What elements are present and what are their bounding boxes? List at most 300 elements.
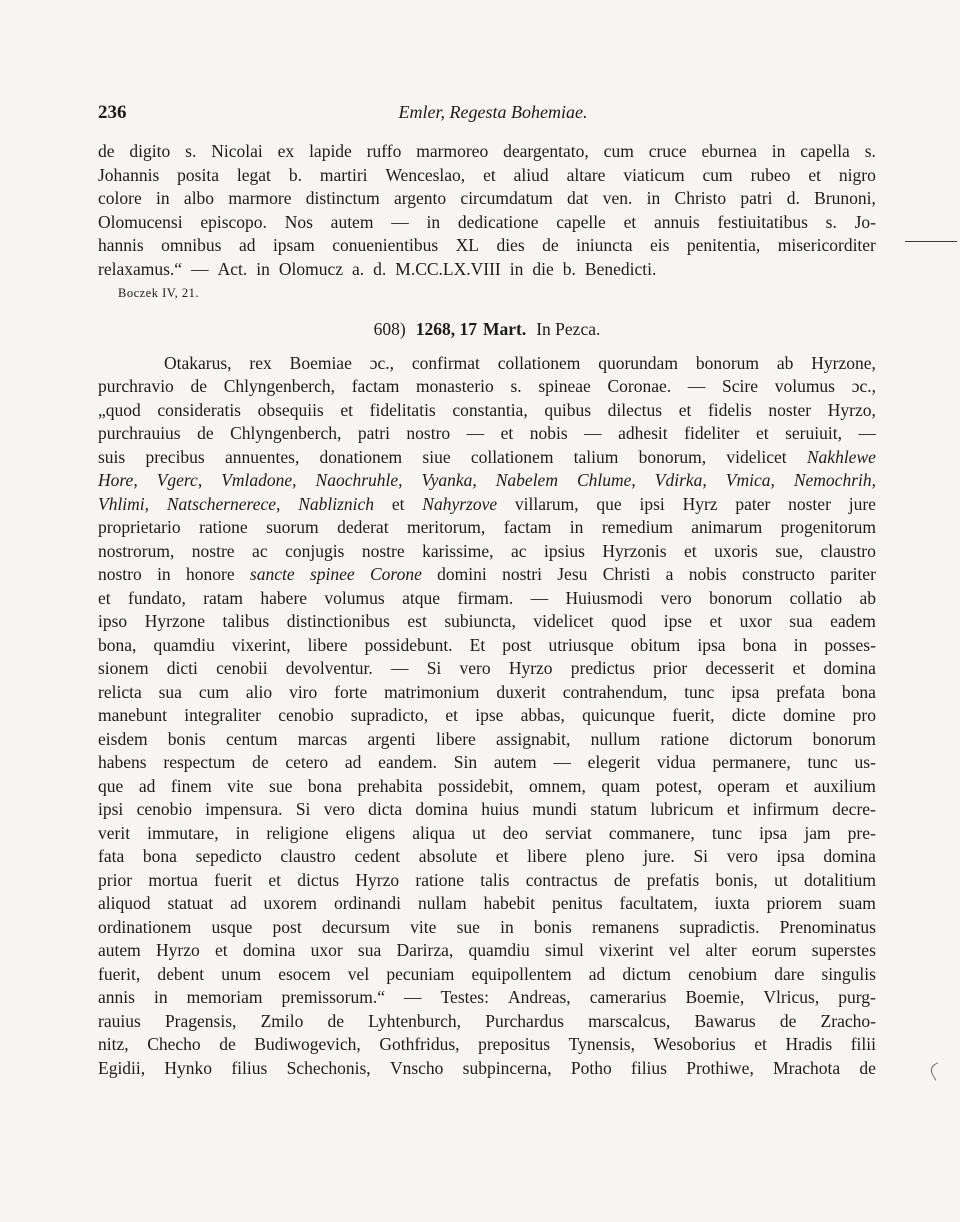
word: centum [225, 728, 278, 749]
word: martiri [319, 164, 368, 185]
word: Vnscho [389, 1057, 444, 1078]
word: distinctum [305, 188, 380, 208]
word: mundi [532, 799, 578, 819]
word: dicta [368, 799, 403, 819]
word: operam [717, 775, 770, 796]
word: purchrauius [98, 423, 181, 443]
word: assignabit, [496, 728, 571, 749]
word: vel [347, 963, 370, 984]
word: bonis [167, 728, 206, 749]
word: ordinationem [98, 916, 192, 937]
word: filii [850, 1034, 876, 1054]
word: tunc [807, 752, 838, 772]
word: que [98, 775, 124, 796]
word: bonorum, [638, 446, 707, 467]
word: precibus [145, 446, 205, 467]
text-line [98, 939, 876, 963]
word: cenobio [136, 799, 192, 819]
word: progenitorum [780, 517, 876, 537]
word: s. [825, 211, 837, 232]
word: Vyanka, [421, 470, 477, 490]
word: subiuncta, [444, 611, 516, 631]
word: Olomucz [278, 258, 343, 279]
document-date: 1268, 17 [415, 319, 477, 339]
word: Christo [674, 188, 727, 208]
word: et [709, 611, 723, 631]
word: consideratis [157, 399, 241, 420]
word: autem [493, 752, 537, 772]
word: facultatem, [619, 893, 698, 913]
word: viaticum [623, 164, 685, 185]
word: singulis [821, 963, 876, 984]
word: ut [472, 822, 486, 843]
word: jure. [643, 846, 675, 866]
word: Nakhlewe [806, 446, 876, 467]
text-line [98, 634, 876, 658]
word: Vhlimi, [98, 493, 150, 514]
word: in [256, 258, 270, 279]
word: Zmilo [260, 1010, 304, 1031]
word: Darirza, [396, 940, 454, 960]
word: Et [469, 634, 486, 655]
word: Sin [453, 752, 478, 772]
word: conuenientibus [332, 235, 439, 255]
word: — [858, 423, 876, 443]
word: autem [330, 211, 374, 232]
word: die [532, 258, 554, 279]
word: sepedicto [195, 846, 262, 866]
word: cenobium [688, 963, 758, 984]
word: ipse [663, 611, 692, 631]
word: respectum [163, 752, 236, 772]
word: misericorditer [777, 235, 876, 255]
word: aliud [513, 164, 549, 185]
word: ven. [602, 188, 633, 208]
word: Nicolai [211, 141, 263, 161]
word: ab [859, 587, 876, 608]
word: Hynko [164, 1057, 213, 1078]
word: — [191, 258, 209, 279]
word: collationem [470, 446, 554, 467]
word: Hyrzo [156, 940, 200, 960]
page-header [98, 102, 888, 132]
word: et [268, 869, 281, 890]
word: et [792, 658, 806, 678]
word: videlicet [533, 611, 594, 631]
word: nullam [417, 893, 467, 913]
word: ac [252, 540, 268, 561]
word: episcopo. [200, 211, 267, 232]
word: sue [269, 775, 293, 796]
text-line [98, 187, 876, 211]
word: marmore [228, 188, 292, 208]
word: sua [789, 611, 813, 631]
word: prefatis [646, 869, 700, 890]
word: remanens [592, 916, 660, 937]
word: supradicto, [350, 705, 429, 725]
word: ab [776, 352, 794, 373]
word: firmam. [457, 587, 514, 608]
word: quorundam [598, 352, 678, 373]
word: us- [854, 752, 876, 772]
word: Vgerc, [156, 470, 203, 490]
word: proprietario [98, 517, 181, 537]
word: pariter [830, 564, 876, 584]
word: nigro [838, 164, 876, 185]
word: ipsa [776, 846, 805, 866]
word: de [219, 1034, 236, 1054]
word: dare [774, 963, 805, 984]
word: marcas [297, 728, 348, 749]
word: potest, [655, 775, 702, 796]
word: et [785, 775, 799, 796]
word: ut [774, 869, 788, 890]
word: bonorum [709, 587, 773, 608]
word: Naochruhle, [315, 470, 403, 490]
word: camerarius [589, 987, 667, 1007]
word: duxerit [496, 681, 546, 702]
word: tunc [711, 822, 743, 843]
word: M.CC.LX.VIII [395, 258, 501, 279]
word: eorum [751, 940, 797, 960]
word: Prothiwe, [686, 1057, 754, 1078]
text-line [98, 140, 876, 164]
word: nostro [406, 423, 451, 443]
word: cedent [354, 846, 401, 866]
word: Potho [570, 1057, 612, 1078]
word: factam [351, 376, 400, 396]
word: ipsa [759, 822, 788, 843]
document-heading [98, 318, 876, 342]
word: est [407, 611, 427, 631]
word: — [466, 423, 485, 443]
word: annuis [654, 211, 700, 232]
text-line [98, 728, 876, 752]
word: distinctionibus [286, 611, 390, 631]
word: statum [590, 799, 638, 819]
word: ipsa [731, 681, 760, 702]
word: seruiuit, [785, 423, 842, 443]
word: integraliter [184, 705, 262, 725]
word: ad [344, 752, 362, 772]
word: immutare, [147, 822, 219, 843]
word: Vlricus, [763, 987, 820, 1007]
word: ratione [660, 728, 710, 749]
word: libere [435, 728, 476, 749]
word: pleno [585, 846, 625, 866]
word: prehabita [357, 775, 423, 796]
word: claustro [820, 540, 876, 561]
text-line [98, 399, 876, 423]
word: remedium [601, 517, 673, 537]
word: in [793, 634, 808, 655]
word: Budiwogevich, [254, 1034, 361, 1054]
word: de [197, 423, 214, 443]
word: et [391, 493, 405, 514]
word: lubricum [650, 799, 714, 819]
word: et [623, 211, 637, 232]
word: et [214, 940, 228, 960]
word: de [98, 141, 115, 161]
word: deargentato, [503, 141, 589, 161]
word: vidua [656, 752, 696, 772]
word: quicunque [582, 705, 655, 725]
word: Schechonis, [286, 1057, 371, 1078]
word: viro [289, 681, 318, 702]
word: „quod [98, 399, 141, 420]
word: Vmica, [725, 470, 775, 490]
word: albo [183, 188, 215, 208]
text-line [98, 751, 876, 775]
text-line [98, 1057, 876, 1081]
word: que [596, 493, 622, 514]
word: ipso [98, 611, 128, 631]
word: talium [573, 446, 619, 467]
word: unum [221, 963, 262, 984]
word: finem [170, 775, 212, 796]
word: penitentia, [686, 235, 761, 255]
word: omnibus [161, 235, 222, 255]
word: libere [527, 846, 567, 866]
word: ipsa [697, 634, 726, 655]
word: lapide [309, 141, 352, 161]
word: et [755, 423, 769, 443]
word: decesserit [705, 658, 775, 678]
word: bonorum [812, 728, 876, 749]
word: tunc [684, 681, 715, 702]
word: fuerit [214, 869, 253, 890]
word: et [726, 799, 740, 819]
word: vite [227, 775, 254, 796]
word: bonis, [715, 869, 758, 890]
word: sua [357, 940, 382, 960]
text-line [98, 845, 876, 869]
word: sionem [98, 658, 149, 678]
word: in [426, 211, 441, 232]
word: iuxta [714, 893, 750, 913]
word: uxorem [263, 893, 317, 913]
word: volumus [774, 376, 835, 396]
word: in [771, 141, 786, 161]
word: in [156, 188, 170, 208]
word: Si [426, 658, 442, 678]
word: Zracho- [820, 1010, 876, 1031]
word: memoriam [186, 987, 263, 1007]
word: Hyrzo, [827, 399, 876, 420]
word: possidebit, [438, 775, 514, 796]
word: aliquod [98, 893, 151, 913]
word: fundato, [128, 587, 186, 608]
word: ipsam [272, 235, 315, 255]
text-line [98, 869, 876, 893]
word: nostro [98, 564, 142, 584]
text-line [98, 422, 876, 446]
word: altare [566, 164, 606, 185]
text-line [98, 892, 876, 916]
word: obsequiis [257, 399, 324, 420]
word: Hore, [98, 470, 138, 490]
word: talibus [222, 611, 270, 631]
word: domina [242, 940, 296, 960]
word: Egidii, [98, 1057, 146, 1078]
word: cum [702, 164, 733, 185]
word: dotalitium [804, 869, 876, 890]
word: Wesoborius [653, 1034, 736, 1054]
document-number: 608) [373, 319, 406, 339]
word: Jesu [557, 564, 588, 584]
word: Boemiae [289, 352, 352, 373]
word: villarum, [514, 493, 579, 514]
text-line [98, 352, 876, 376]
word: ratione [199, 517, 248, 537]
word: purg- [838, 987, 876, 1007]
page-number: 236 [98, 102, 127, 123]
word: de [779, 1010, 797, 1031]
text-line [98, 446, 876, 470]
text-line [98, 657, 876, 681]
word: bona [307, 775, 342, 796]
word: Natschernerece, [166, 493, 281, 514]
word: capella [800, 141, 850, 161]
word: ipsi [639, 493, 665, 514]
word: suam [838, 893, 876, 913]
word: omnem, [528, 775, 586, 796]
word: filius [631, 1057, 667, 1078]
word: vero [323, 799, 355, 819]
word: in [153, 987, 168, 1007]
word: hannis [98, 235, 144, 255]
word: Lyhtenburch, [368, 1010, 462, 1031]
text-line [98, 587, 876, 611]
word: s. [185, 141, 197, 161]
text-line [98, 798, 876, 822]
word: conjugis [285, 540, 345, 561]
document-text [98, 352, 876, 1081]
word: jure [848, 493, 876, 514]
word: ɔc., [851, 376, 876, 396]
word: vero [660, 587, 692, 608]
word: nostre [361, 540, 405, 561]
word: et [683, 540, 697, 561]
word: cenobii [216, 658, 268, 678]
word: bonorum [695, 352, 760, 373]
word: uxoris [714, 540, 758, 561]
word: patri [357, 423, 390, 443]
word: dederat [337, 517, 389, 537]
word: de [252, 752, 269, 772]
word: Si [295, 799, 311, 819]
text-line [98, 986, 876, 1010]
word: sue, [775, 540, 804, 561]
word: posses- [824, 634, 876, 655]
word: vixerint, [231, 634, 291, 655]
word: serviat [545, 822, 592, 843]
text-line [98, 610, 876, 634]
word: Hyrz [682, 493, 718, 514]
document-month: Mart. [482, 319, 527, 339]
word: in [157, 564, 171, 584]
word: Coronae. [607, 376, 672, 396]
word: claustro [280, 846, 336, 866]
word: Boemie, [685, 987, 745, 1007]
word: adhesit [618, 423, 668, 443]
word: de [613, 869, 631, 890]
word: dicte [731, 705, 766, 725]
word: subpincerna, [462, 1057, 552, 1078]
word: simul [545, 940, 584, 960]
word: ipsius [544, 540, 585, 561]
word: prior [653, 658, 688, 678]
word: habere [260, 587, 308, 608]
word: — [391, 658, 409, 678]
word: ad [230, 893, 247, 913]
word: Gothfridus, [379, 1034, 460, 1054]
word: Hyrzone [144, 611, 205, 631]
word: videlicet [726, 446, 787, 467]
word: pre- [847, 822, 876, 843]
word: noster [788, 493, 831, 514]
word: habebit [483, 893, 536, 913]
word: domina [823, 658, 876, 678]
word: Hyrzo [508, 658, 553, 678]
word: quamdiu [153, 634, 215, 655]
source-citation: Boczek IV, 21. [118, 286, 200, 300]
word: confirmat [411, 352, 480, 373]
word: — [391, 211, 409, 232]
word: habens [98, 752, 147, 772]
word: vero [726, 846, 758, 866]
word: domine [782, 705, 836, 725]
word: Act. [217, 258, 248, 279]
text-line [98, 1033, 876, 1057]
word: ad [238, 235, 256, 255]
word: rex [249, 352, 272, 373]
word: in [646, 188, 661, 208]
word: fuerit, [672, 705, 715, 725]
word: Olomucensi [98, 211, 183, 232]
word: Si [693, 846, 709, 866]
word: d. [373, 258, 387, 279]
word: rubeo [750, 164, 791, 185]
word: annis [98, 987, 135, 1007]
word: digito [129, 141, 171, 161]
word: Hyrzo [355, 869, 400, 890]
word: aliqua [412, 822, 455, 843]
word: Huiusmodi [565, 587, 644, 608]
word: b. [288, 164, 302, 185]
word: et [754, 1034, 767, 1054]
word: elegerit [587, 752, 641, 772]
word: s. [864, 141, 876, 161]
word: ipse [475, 705, 504, 725]
word: statuat [167, 893, 214, 913]
word: prefata [776, 681, 825, 702]
word: dedicatione [457, 211, 539, 232]
word: autem [98, 940, 141, 960]
word: verit [98, 822, 131, 843]
text-line [98, 916, 876, 940]
text-line [98, 775, 876, 799]
word: quod [611, 611, 647, 631]
word: atque [402, 587, 440, 608]
word: capelle [556, 211, 606, 232]
word: vixerint [599, 940, 654, 960]
text-line [98, 375, 876, 399]
word: contractus [525, 869, 598, 890]
word: Benedicti. [584, 258, 657, 279]
word: Chlyngenberch, [223, 376, 336, 396]
word: suorum [266, 517, 319, 537]
